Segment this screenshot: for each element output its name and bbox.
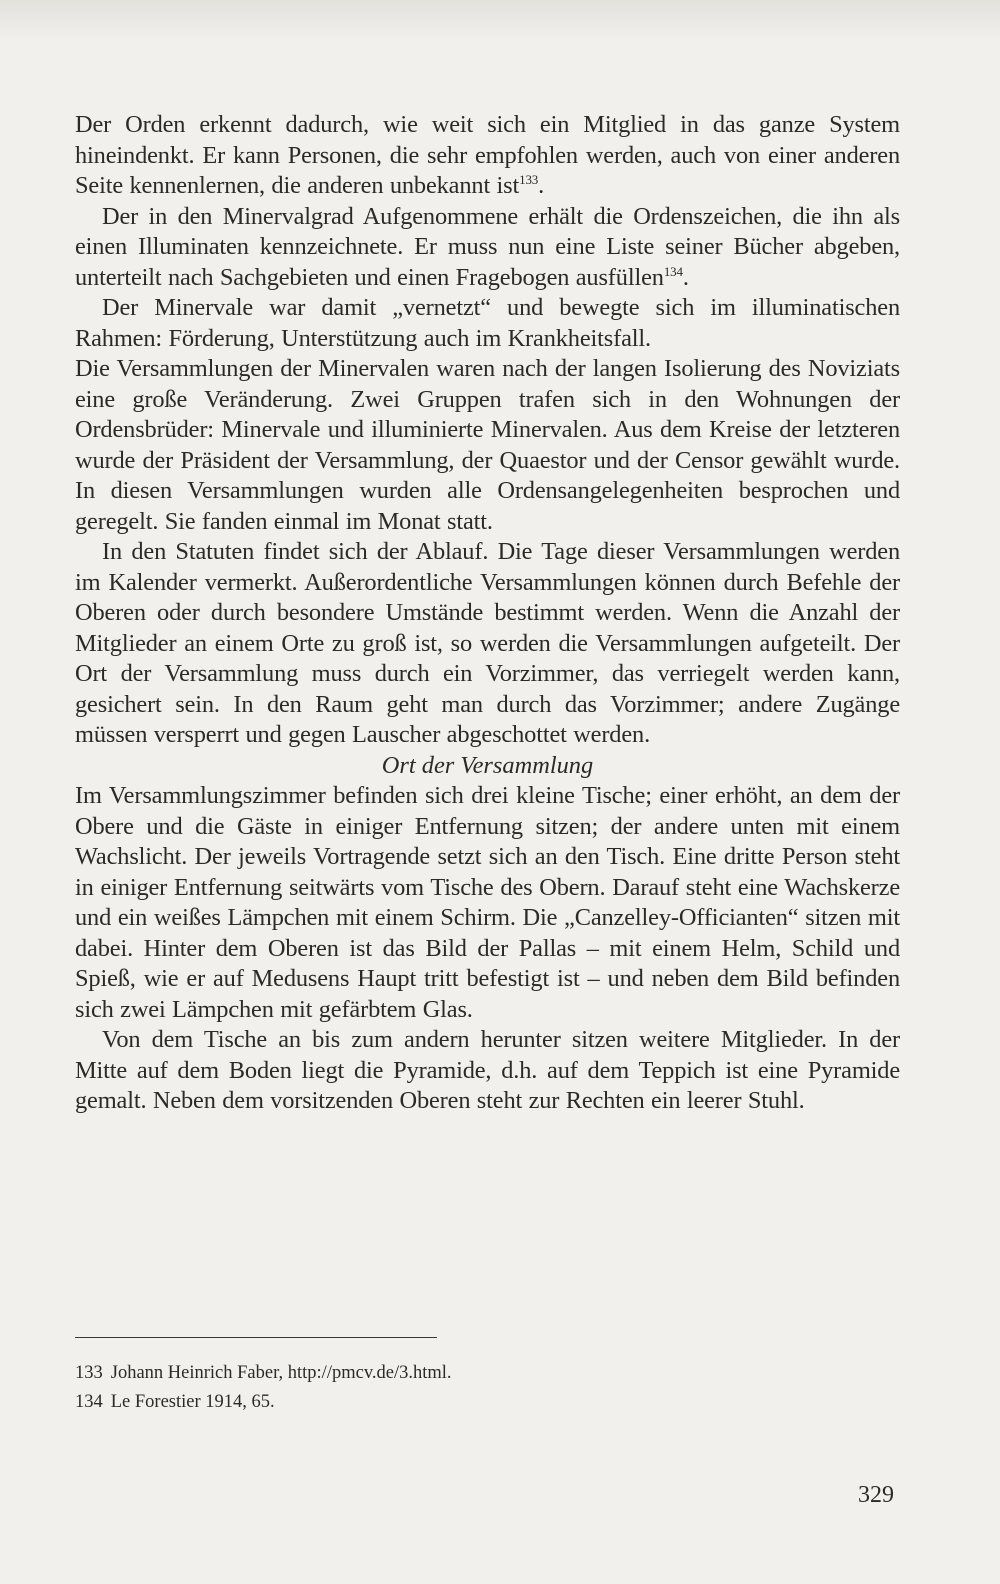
paragraph	[75, 110, 900, 202]
paragraph-text: Der in den Minervalgrad Aufgenommene erhält die Ordenszeichen, die ihn als einen Illuminaten kennzeichnete. Er muss nun eine Liste seiner Bücher abgeben, unterteilt nach Sachgebieten und einen Fragebogen ausfüllen	[75, 202, 900, 291]
footnote-text: Johann Heinrich Faber, http://pmcv.de/3.html.	[110, 1363, 452, 1383]
paragraph-text: Von dem Tische an bis zum andern herunter sitzen weitere Mitglieder. In der Mitte auf dem Boden liegt die Pyramide, d.h. auf dem Teppich ist eine Pyramide gemalt. Neben dem vorsitzenden Oberen steht zur Rechten ein leerer Stuhl.	[75, 1026, 900, 1114]
paragraph	[75, 781, 900, 1025]
paragraph-end: .	[682, 263, 689, 291]
footnote-number: 133	[75, 1363, 103, 1383]
footnote-divider	[75, 1337, 437, 1338]
paragraph-text: In den Statuten findet sich der Ablauf. Die Tage dieser Versammlungen werden im Kalender vermerkt. Außerordentliche Versammlungen können durch Befehle der Oberen oder durch besondere Umstände bestimmt werden. Wenn die Anzahl der Mitglieder an einem Orte zu groß ist, so werden die Versammlungen aufgeteilt. Der Ort der Versammlung muss durch ein Vorzimmer, das verriegelt werden kann, gesichert sein. In den Raum geht man durch das Vorzimmer; andere Zugänge müssen versperrt und gegen Lauscher abgeschottet werden.	[75, 538, 900, 748]
paragraph-text: Der Minervale war damit „vernetzt“ und bewegte sich im illuminatischen Rahmen: Förderung, Unterstützung auch im Krankheitsfall.	[75, 294, 900, 352]
section-heading: Ort der Versammlung	[381, 751, 594, 779]
paragraph	[75, 537, 900, 751]
paragraph-text: Die Versammlungen der Minervalen waren nach der langen Isolierung des Noviziats eine große Veränderung. Zwei Gruppen trafen sich in den Wohnungen der Ordensbrüder: Minervale und illuminierte Minervalen. Aus dem Kreise der letzteren wurde der Präsident der Versammlung, der Quaestor und der Censor gewählt wurde. In diesen Versammlungen wurden alle Ordensangelegenheiten besprochen und geregelt. Sie fanden einmal im Monat statt.	[75, 355, 900, 535]
paragraph	[75, 202, 900, 294]
paragraph-text: Im Versammlungszimmer befinden sich drei kleine Tische; einer erhöht, an dem der Obere und die Gäste in einiger Entfernung sitzen; der andere unten mit einem Wachslicht. Der jeweils Vortragende setzt sich an den Tisch. Eine dritte Person steht in einiger Entfernung seitwärts vom Tische des Obern. Darauf steht eine Wachskerze und ein weißes Lämpchen mit einem Schirm. Die „Canzelley-Officianten“ sitzen mit dabei. Hinter dem Oberen ist das Bild der Pallas – mit einem Helm, Schild und Spieß, wie er auf Medusens Haupt tritt befestigt ist – und neben dem Bild befinden sich zwei Lämpchen mit gefärbtem Glas.	[75, 782, 900, 1023]
footnote-ref: 133	[519, 172, 539, 187]
paragraph-end: .	[538, 172, 545, 199]
scan-shadow	[0, 0, 1000, 40]
paragraph	[75, 1025, 900, 1117]
footnote-number: 134	[75, 1392, 103, 1412]
main-text	[75, 110, 900, 1117]
footnotes	[75, 1359, 900, 1417]
paragraph	[75, 293, 900, 354]
footnote-text: Le Forestier 1914, 65.	[110, 1392, 275, 1412]
footnote	[75, 1359, 900, 1388]
footnote	[75, 1388, 900, 1417]
footnote-ref: 134	[663, 263, 683, 279]
paragraph	[75, 354, 900, 537]
paragraph-text: Der Orden erkennt dadurch, wie weit sich ein Mitglied in das ganze System hineindenkt. Er kann Personen, die sehr empfohlen werden, auch von einer anderen Seite kennenlernen, die anderen unbekannt ist	[75, 111, 900, 199]
page-number: 329	[858, 1482, 894, 1508]
